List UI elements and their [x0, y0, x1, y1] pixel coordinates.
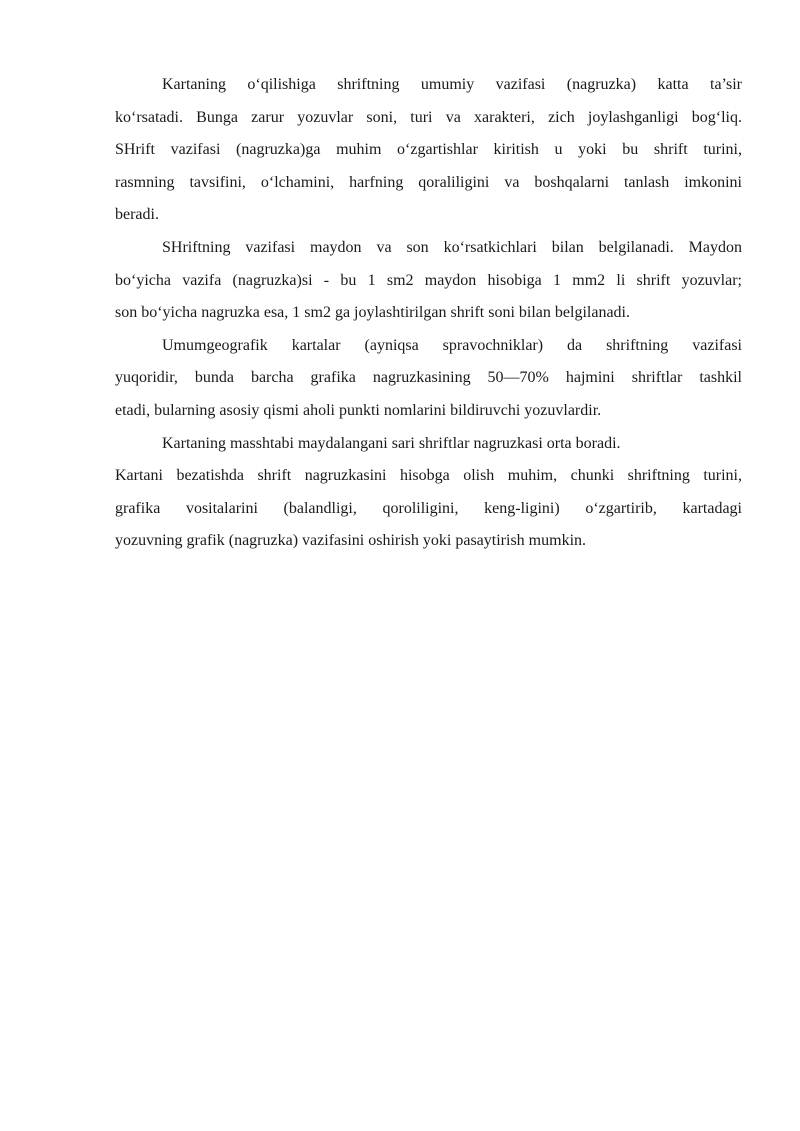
paragraph-2-line-2: bo‘yicha vazifa (nagruzka)si - bu 1 sm2 maydon hisobiga 1 mm2 li shrift yozuvlar; [115, 271, 742, 289]
paragraph-3-line-2: yuqoridir, bunda barcha grafika nagruzkasining 50—70% hajmini shriftlar tashkil [115, 369, 742, 387]
paragraph-4-line-1: Kartaning masshtabi maydalangani sari shriftlar nagruzkasi orta boradi. [162, 434, 621, 452]
paragraph-1 [115, 69, 742, 232]
paragraph-1-line-2: ko‘rsatadi. Bunga zarur yozuvlar soni, turi va xarakteri, zich joylashganligi bog‘liq. [115, 108, 742, 126]
paragraph-5-line-2: grafika vositalarini (balandligi, qoroliligini, keng-ligini) o‘zgartirib, kartadagi [115, 499, 742, 517]
paragraph-1-line-4: rasmning tavsifini, o‘lchamini, harfning qoraliligini va boshqalarni tanlash imkonini [115, 173, 742, 191]
paragraph-1-line-1: Kartaning o‘qilishiga shriftning umumiy vazifasi (nagruzka) katta ta’sir [162, 76, 742, 93]
paragraph-2-line-1: SHriftning vazifasi maydon va son ko‘rsatkichlari bilan belgilanadi. Maydon [162, 238, 742, 256]
paragraph-3 [115, 330, 742, 428]
paragraph-5-line-3: yozuvning grafik (nagruzka) vazifasini oshirish yoki pasaytirish mumkin. [115, 532, 587, 550]
paragraph-1-line-5: beradi. [115, 206, 159, 224]
paragraph-3-line-1: Umumgeografik kartalar (ayniqsa spravochniklar) da shriftning vazifasi [162, 336, 742, 354]
paragraph-4 [115, 428, 742, 461]
paragraph-5-line-1: Kartani bezatishda shrift nagruzkasini hisobga olish muhim, chunki shriftning turini, [115, 467, 742, 485]
paragraph-3-line-3: etadi, bularning asosiy qismi aholi punkti nomlarini bildiruvchi yozuvlardir. [115, 401, 602, 419]
paragraph-1-line-3: SHrift vazifasi (nagruzka)ga muhim o‘zgartishlar kiritish u yoki bu shrift turini, [115, 141, 742, 159]
paragraph-5 [115, 460, 742, 558]
document-body [115, 69, 742, 558]
paragraph-2-line-3: son bo‘yicha nagruzka esa, 1 sm2 ga joylashtirilgan shrift soni bilan belgilanadi. [115, 304, 630, 322]
paragraph-2 [115, 232, 742, 330]
